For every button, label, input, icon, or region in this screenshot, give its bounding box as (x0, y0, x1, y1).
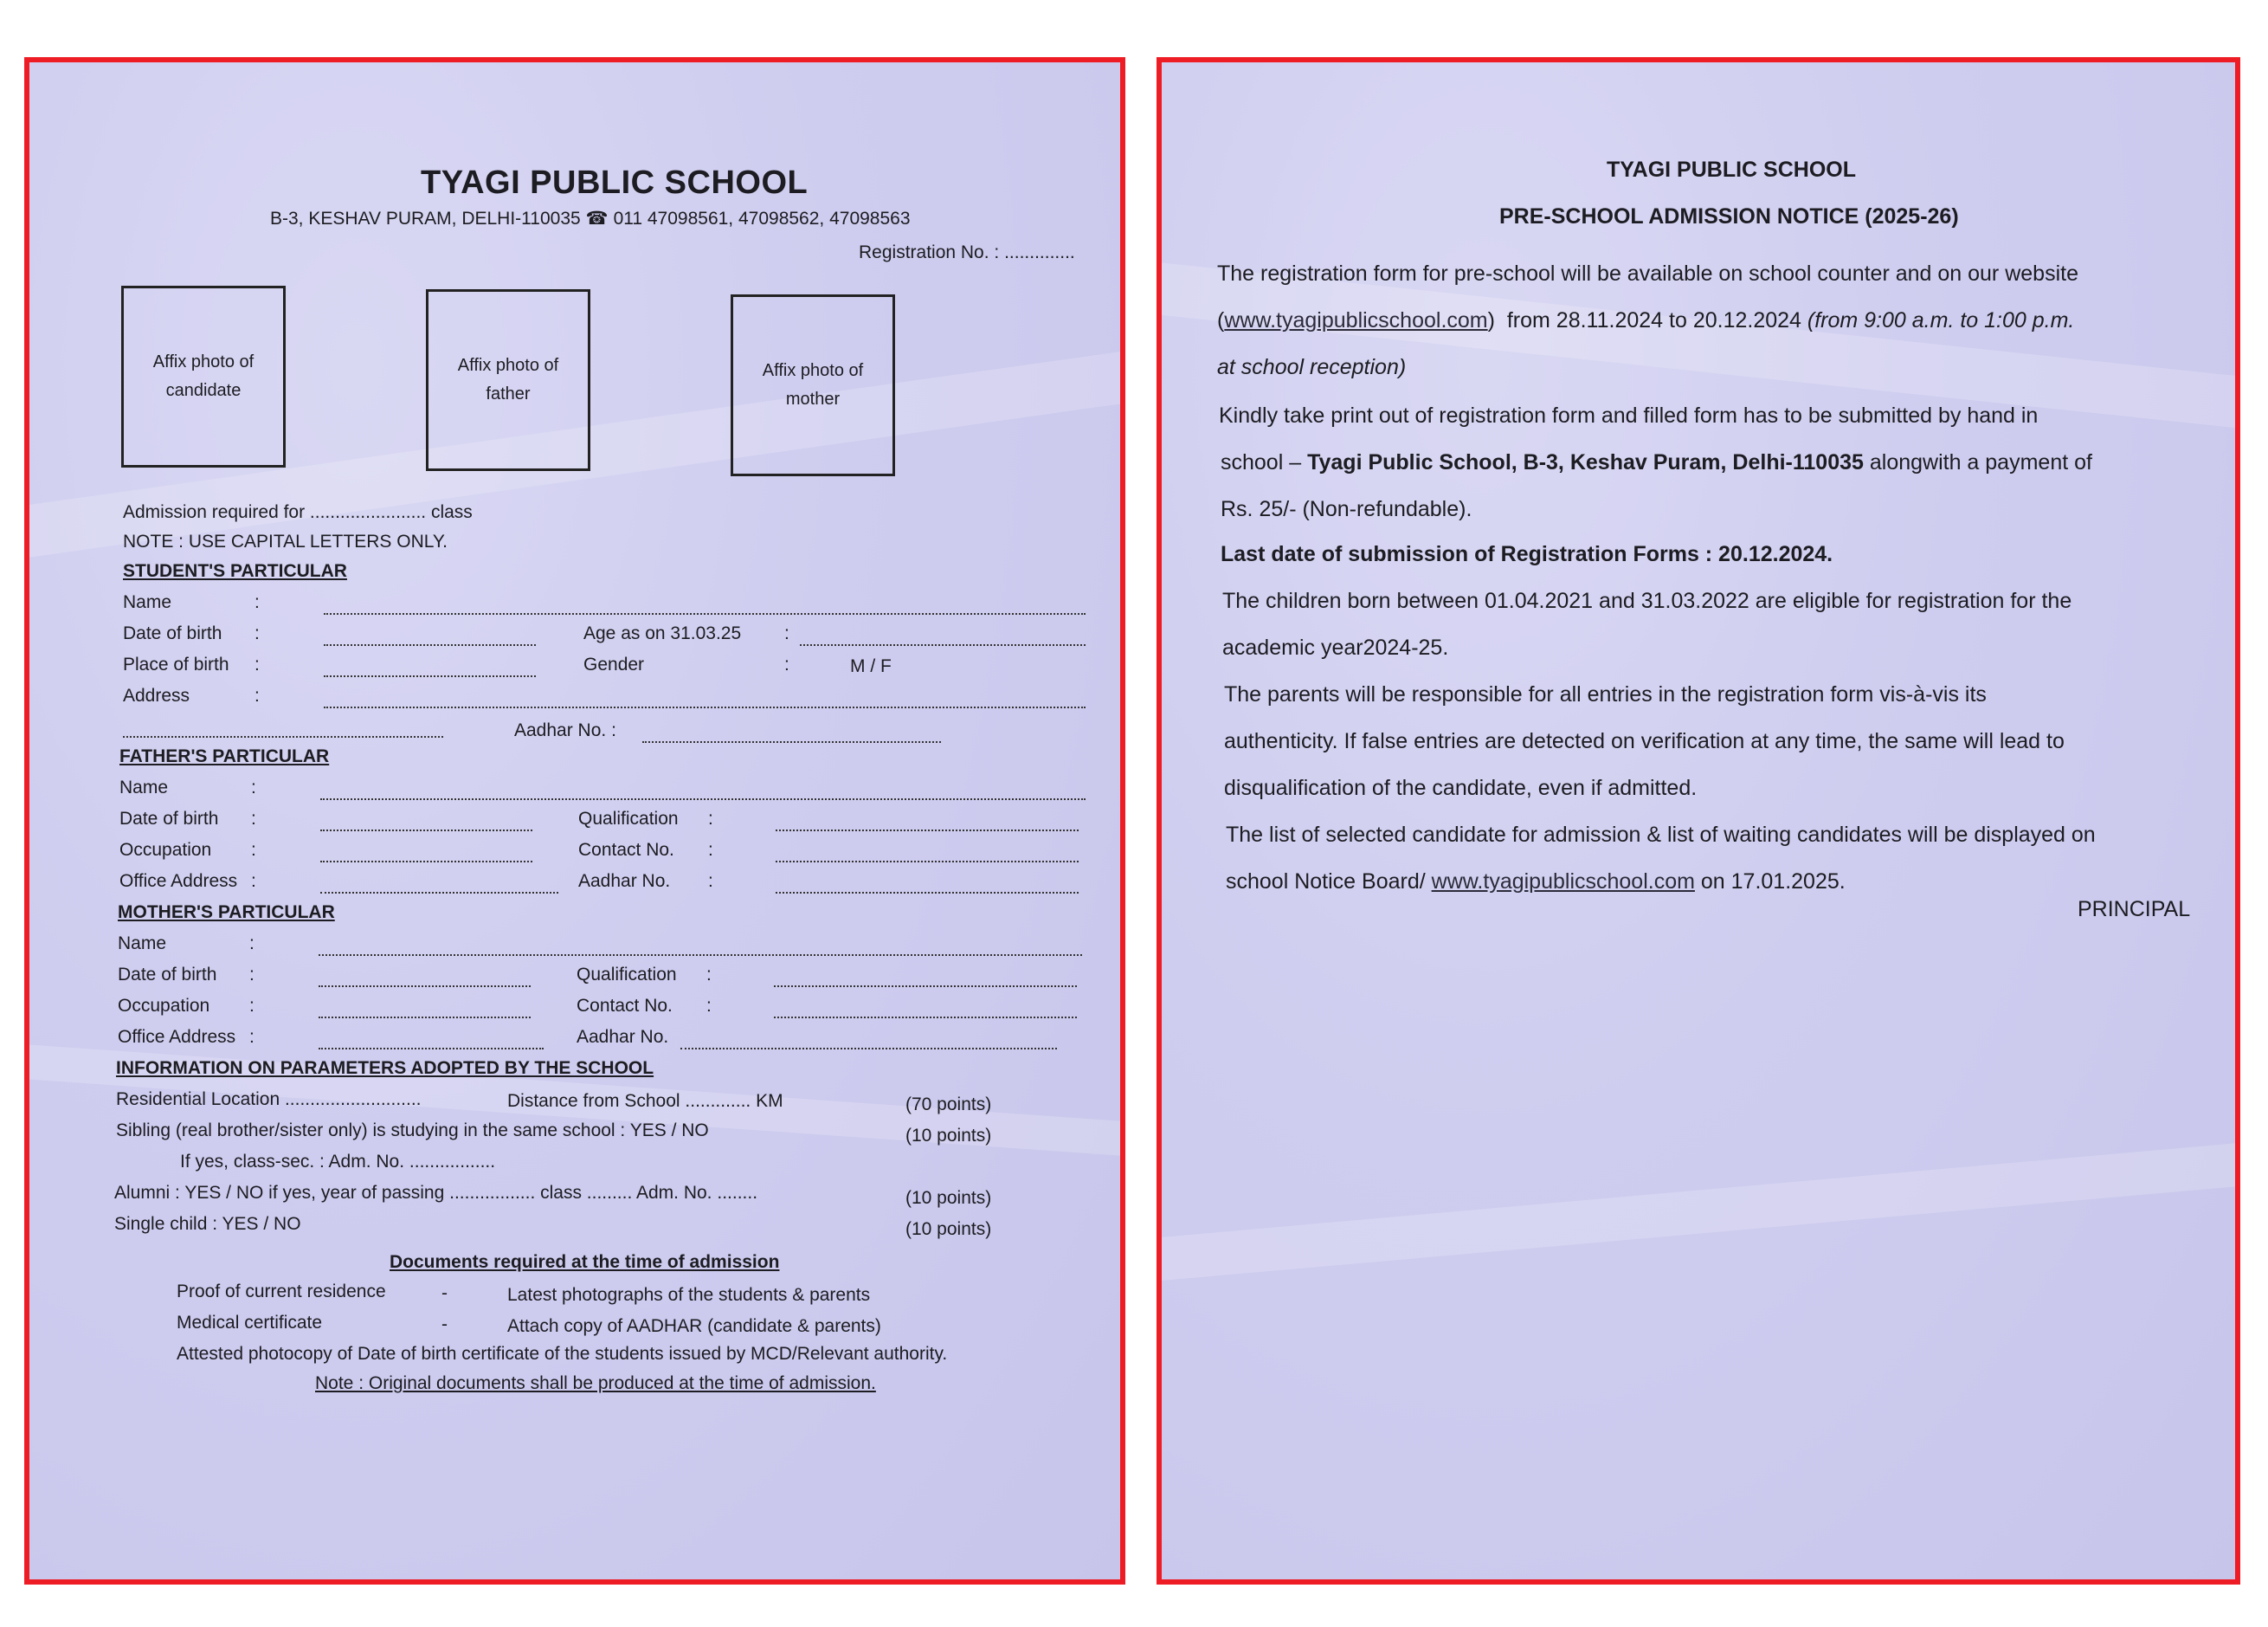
mother-contact-label: Contact No. (577, 996, 673, 1016)
doc-proof-of-residence: Proof of current residence (177, 1282, 386, 1301)
distance-from-school: Distance from School ............. KM (507, 1091, 783, 1111)
notice-para3-line1: The children born between 01.04.2021 and 31.03.2022 are eligible for registration for the (1222, 589, 2072, 613)
mother-office-field[interactable] (319, 1048, 544, 1049)
website-link[interactable]: www.tyagipublicschool.com (1224, 308, 1488, 333)
student-address-field-line2[interactable] (123, 736, 443, 738)
father-contact-field[interactable] (776, 861, 1079, 862)
colon: : (255, 686, 260, 706)
candidate-photo-box: Affix photo of candidate (121, 286, 286, 468)
capital-letters-note: NOTE : USE CAPITAL LETTERS ONLY. (123, 532, 448, 552)
notice-para4-line3: disqualification of the candidate, even if admitted. (1224, 776, 1698, 800)
student-aadhar-field[interactable] (642, 741, 941, 743)
colon: : (708, 809, 713, 829)
registration-form-page (24, 57, 1125, 1585)
colon: : (255, 592, 260, 612)
colon: : (784, 623, 789, 643)
notice-para1-line3: at school reception) (1217, 355, 1407, 379)
colon: : (249, 933, 255, 953)
mother-office-label: Office Address (118, 1027, 236, 1047)
father-aadhar-field[interactable] (776, 892, 1079, 894)
doc-latest-photographs: Latest photographs of the students & parents (507, 1285, 871, 1305)
colon: : (784, 655, 789, 675)
doc-birth-certificate: Attested photocopy of Date of birth certificate of the students issued by MCD/Relevant authority. (177, 1344, 948, 1364)
colon: : (251, 778, 256, 797)
father-qualification-field[interactable] (776, 830, 1079, 831)
alumni-question: Alumni : YES / NO if yes, year of passing ................. class ......... Adm. No. ........ (114, 1183, 758, 1203)
mother-name-field[interactable] (319, 954, 1082, 956)
colon: : (706, 965, 712, 985)
single-child-question: Single child : YES / NO (114, 1214, 301, 1234)
sibling-question: Sibling (real brother/sister only) is studying in the same school : YES / NO (116, 1120, 709, 1140)
colon: : (255, 623, 260, 643)
notice-para5-line2: school Notice Board/ www.tyagipublicschool.com on 17.01.2025. (1226, 869, 1846, 894)
mother-qualification-label: Qualification (577, 965, 677, 985)
student-aadhar-label: Aadhar No. : (514, 720, 616, 740)
father-office-label: Office Address (119, 871, 238, 891)
principal-signature: PRINCIPAL (2078, 897, 2191, 921)
mother-dob-label: Date of birth (118, 965, 217, 985)
mother-aadhar-label: Aadhar No. (577, 1027, 669, 1047)
colon: : (249, 1027, 255, 1047)
mother-occupation-label: Occupation (118, 996, 210, 1016)
colon: : (249, 996, 255, 1016)
notice-para2-line2: school – Tyagi Public School, B-3, Keshav Puram, Delhi-110035 alongwith a payment of (1221, 450, 2092, 475)
father-section-header: FATHER'S PARTICULAR (119, 746, 330, 766)
website-link[interactable]: www.tyagipublicschool.com (1431, 869, 1695, 894)
residential-location: Residential Location ........................... (116, 1089, 422, 1109)
student-gender-value[interactable]: M / F (850, 656, 892, 676)
father-contact-label: Contact No. (578, 840, 674, 860)
dash: - (441, 1283, 448, 1303)
documents-header: Documents required at the time of admission (390, 1252, 780, 1272)
colon: : (249, 965, 255, 985)
parameters-section-header: INFORMATION ON PARAMETERS ADOPTED BY THE SCHOOL (116, 1058, 654, 1078)
original-documents-note: Note : Original documents shall be produced at the time of admission. (315, 1373, 876, 1393)
father-dob-field[interactable] (320, 830, 532, 831)
father-aadhar-label: Aadhar No. (578, 871, 671, 891)
father-name-label: Name (119, 778, 169, 797)
colon: : (251, 840, 256, 860)
student-pob-label: Place of birth (123, 655, 229, 675)
notice-school-name: TYAGI PUBLIC SCHOOL (1607, 158, 1856, 182)
mother-photo-box: Affix photo of mother (731, 294, 895, 476)
student-name-field[interactable] (324, 613, 1086, 615)
father-name-field[interactable] (320, 798, 1086, 800)
colon: : (255, 655, 260, 675)
school-name: TYAGI PUBLIC SCHOOL (421, 165, 809, 201)
points: (70 points) (905, 1094, 992, 1114)
student-address-field[interactable] (324, 707, 1086, 708)
mother-occupation-field[interactable] (319, 1017, 531, 1018)
mother-dob-field[interactable] (319, 985, 531, 987)
points: (10 points) (905, 1188, 992, 1208)
notice-para2-line3: Rs. 25/- (Non-refundable). (1221, 497, 1472, 521)
notice-title: PRE-SCHOOL ADMISSION NOTICE (2025-26) (1499, 204, 1959, 229)
notice-para4-line2: authenticity. If false entries are detected on verification at any time, the same will lead to (1224, 729, 2065, 753)
colon: : (708, 840, 713, 860)
notice-para1-line1: The registration form for pre-school will be available on school counter and on our website (1217, 261, 2078, 286)
mother-section-header: MOTHER'S PARTICULAR (118, 902, 335, 922)
school-address: B-3, KESHAV PURAM, DELHI-110035 ☎ 011 47098561, 47098562, 47098563 (270, 209, 911, 229)
paper-crease (1157, 1132, 2240, 1288)
student-section-header: STUDENT'S PARTICULAR (123, 561, 347, 581)
colon: : (251, 809, 256, 829)
student-name-label: Name (123, 592, 172, 612)
mother-aadhar-field[interactable] (680, 1048, 1057, 1049)
student-dob-label: Date of birth (123, 623, 222, 643)
notice-para2-line1: Kindly take print out of registration form and filled form has to be submitted by hand in (1219, 404, 2039, 428)
notice-para4-line1: The parents will be responsible for all entries in the registration form vis-à-vis its (1224, 682, 1987, 707)
doc-medical-certificate: Medical certificate (177, 1313, 323, 1333)
registration-number: Registration No. : .............. (859, 242, 1075, 262)
student-pob-field[interactable] (324, 675, 536, 677)
sibling-details: If yes, class-sec. : Adm. No. ................. (180, 1152, 496, 1172)
father-photo-box: Affix photo of father (426, 289, 590, 471)
student-age-field[interactable] (800, 644, 1086, 646)
father-qualification-label: Qualification (578, 809, 679, 829)
father-dob-label: Date of birth (119, 809, 219, 829)
father-occupation-field[interactable] (320, 861, 532, 862)
student-dob-field[interactable] (324, 644, 536, 646)
telephone-icon: ☎ (585, 209, 609, 229)
admission-required: Admission required for ....................... class (123, 502, 473, 522)
colon: : (708, 871, 713, 891)
dash: - (441, 1314, 448, 1334)
admission-notice-page (1157, 57, 2240, 1585)
points: (10 points) (905, 1219, 992, 1239)
father-office-field[interactable] (320, 892, 558, 894)
student-gender-label: Gender (583, 655, 645, 675)
notice-para3-line2: academic year2024-25. (1222, 636, 1449, 660)
mother-qualification-field[interactable] (774, 985, 1077, 987)
doc-aadhar-copy: Attach copy of AADHAR (candidate & parents) (507, 1316, 881, 1336)
last-date-notice: Last date of submission of Registration Forms : 20.12.2024. (1221, 542, 1833, 566)
student-address-label: Address (123, 686, 190, 706)
student-age-label: Age as on 31.03.25 (583, 623, 742, 643)
notice-para1-line2: (www.tyagipublicschool.com) from 28.11.2024 to 20.12.2024 (from 9:00 a.m. to 1:00 p.m. (1217, 308, 2075, 333)
colon: : (706, 996, 712, 1016)
notice-para5-line1: The list of selected candidate for admission & list of waiting candidates will be displayed on (1226, 823, 2096, 847)
mother-name-label: Name (118, 933, 167, 953)
points: (10 points) (905, 1126, 992, 1146)
colon: : (251, 871, 256, 891)
father-occupation-label: Occupation (119, 840, 212, 860)
mother-contact-field[interactable] (774, 1017, 1077, 1018)
